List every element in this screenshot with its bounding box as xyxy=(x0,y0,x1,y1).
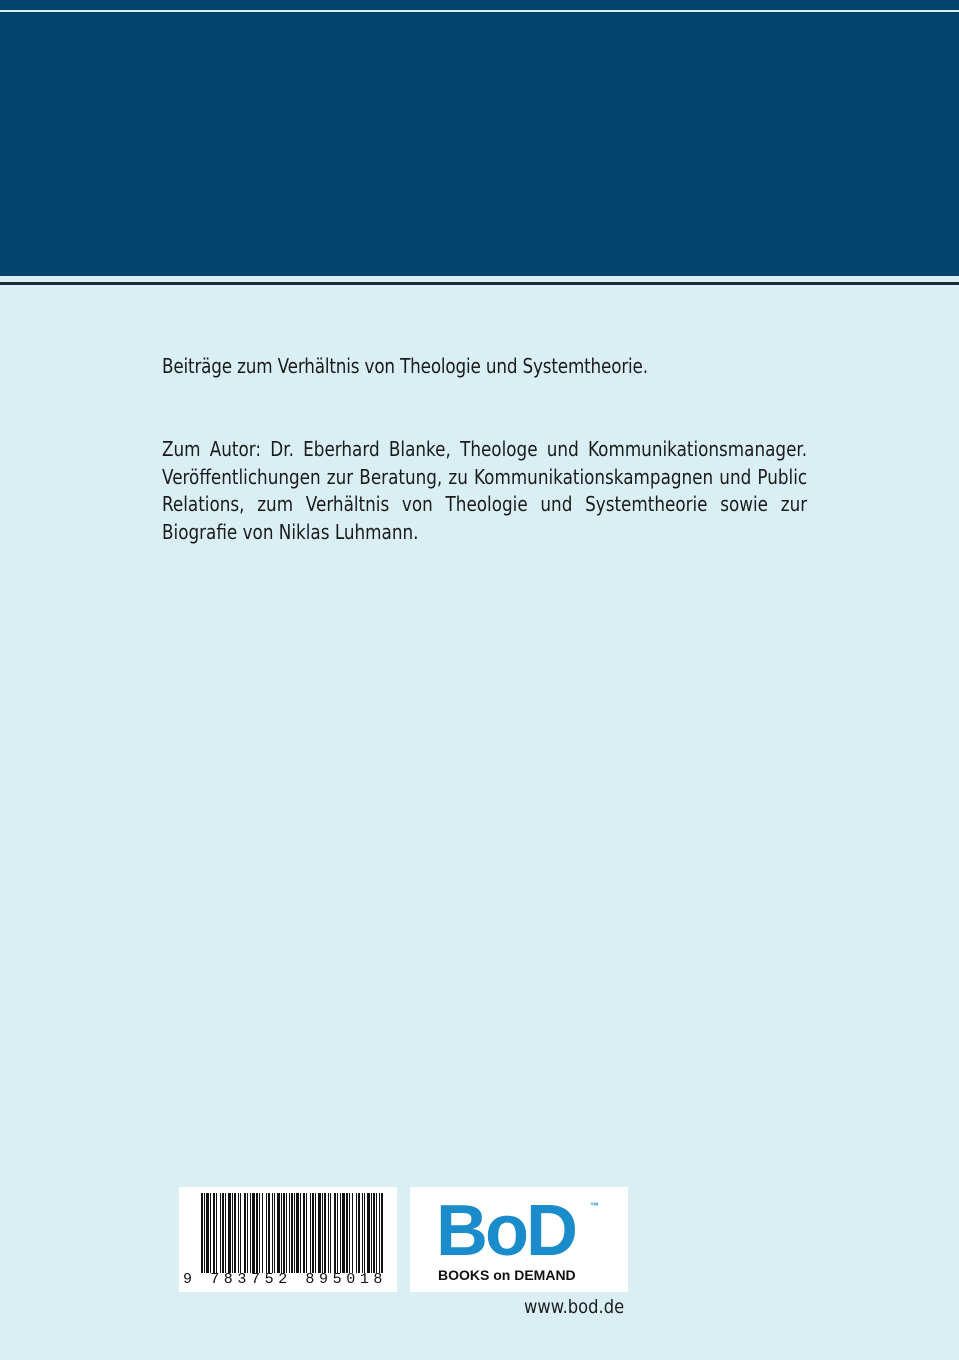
barcode-bar xyxy=(277,1193,280,1273)
barcode-bar xyxy=(213,1193,215,1273)
barcode-bar xyxy=(256,1193,258,1273)
barcode-bar xyxy=(371,1193,372,1273)
barcode-bar xyxy=(334,1193,336,1273)
barcode-bar xyxy=(346,1193,348,1273)
isbn-barcode xyxy=(179,1187,397,1292)
barcode-bar xyxy=(364,1193,365,1273)
barcode-bar xyxy=(247,1193,248,1273)
trademark-symbol: ™ xyxy=(590,1201,599,1211)
barcode-bar xyxy=(376,1193,377,1273)
publisher-website[interactable]: www.bod.de xyxy=(524,1296,625,1318)
barcode-bar xyxy=(222,1193,224,1273)
barcode-bar xyxy=(379,1193,380,1273)
barcode-bar xyxy=(381,1193,383,1273)
barcode-bar xyxy=(259,1193,260,1273)
publisher-logo xyxy=(410,1187,628,1292)
barcode-bar xyxy=(232,1193,233,1273)
header-band xyxy=(0,0,959,276)
barcode-bar xyxy=(220,1193,221,1273)
barcode-bar xyxy=(274,1193,275,1273)
barcode-bar xyxy=(312,1193,314,1273)
barcode-bar xyxy=(289,1193,290,1273)
barcode-bar xyxy=(266,1193,267,1273)
barcode-bar xyxy=(340,1193,341,1273)
barcode-bar xyxy=(310,1193,311,1273)
barcode-bar xyxy=(337,1193,338,1273)
barcode-bar xyxy=(300,1193,301,1273)
barcode-bar xyxy=(356,1193,357,1273)
barcode-bar xyxy=(303,1193,305,1273)
barcode-bar xyxy=(328,1193,329,1273)
barcode-bar xyxy=(349,1193,350,1273)
barcode-bar xyxy=(281,1193,282,1273)
barcode-bar xyxy=(291,1193,293,1273)
barcode-bar xyxy=(228,1193,231,1273)
barcode-bar xyxy=(367,1193,370,1273)
barcode-bar xyxy=(330,1193,331,1273)
header-divider xyxy=(0,282,959,285)
barcode-bar xyxy=(286,1193,287,1273)
barcode-bar xyxy=(362,1193,363,1273)
barcode-bar xyxy=(234,1193,236,1273)
barcode-bar xyxy=(201,1193,203,1273)
barcode-bar xyxy=(250,1193,251,1273)
barcode-bars xyxy=(179,1187,397,1273)
barcode-bar xyxy=(296,1193,299,1273)
barcode-bar xyxy=(240,1193,241,1273)
barcode-bar xyxy=(262,1193,263,1273)
barcode-bar xyxy=(268,1193,270,1273)
header-top-rule xyxy=(0,10,959,12)
barcode-bar xyxy=(204,1193,205,1273)
barcode-bar xyxy=(342,1193,345,1273)
barcode-bar xyxy=(373,1193,375,1273)
barcode-bar xyxy=(306,1193,307,1273)
barcode-bar xyxy=(294,1193,295,1273)
author-bio: Zum Autor: Dr. Eberhard Blanke, Theologe und Kommunikationsmanager. Veröffentlichungen zur Beratung, zu Kommunikationskampagnen und Public Relations, zum Verhältnis von Theologie und Systemtheorie sowie zur Biografie von Niklas Luhmann. xyxy=(162,437,808,544)
barcode-bar xyxy=(322,1193,323,1273)
bod-logo-mark: BoD xyxy=(436,1191,575,1271)
barcode-bar xyxy=(225,1193,226,1273)
barcode-bar xyxy=(358,1193,360,1273)
barcode-bar xyxy=(352,1193,353,1273)
bod-tagline: BOOKS on DEMAND xyxy=(438,1267,576,1283)
barcode-bar xyxy=(252,1193,255,1273)
barcode-bar xyxy=(210,1193,211,1273)
isbn-number: 9 783752 895018 xyxy=(183,1271,388,1288)
barcode-bar xyxy=(216,1193,217,1273)
barcode-bar xyxy=(244,1193,246,1273)
barcode-bar xyxy=(272,1193,273,1273)
barcode-bar xyxy=(324,1193,326,1273)
barcode-bar xyxy=(283,1193,285,1273)
barcode-bar xyxy=(206,1193,209,1273)
barcode-bar xyxy=(318,1193,321,1273)
book-subtitle: Beiträge zum Verhältnis von Theologie und Systemtheorie. xyxy=(162,354,648,378)
barcode-bar xyxy=(315,1193,316,1273)
barcode-bar xyxy=(238,1193,239,1273)
